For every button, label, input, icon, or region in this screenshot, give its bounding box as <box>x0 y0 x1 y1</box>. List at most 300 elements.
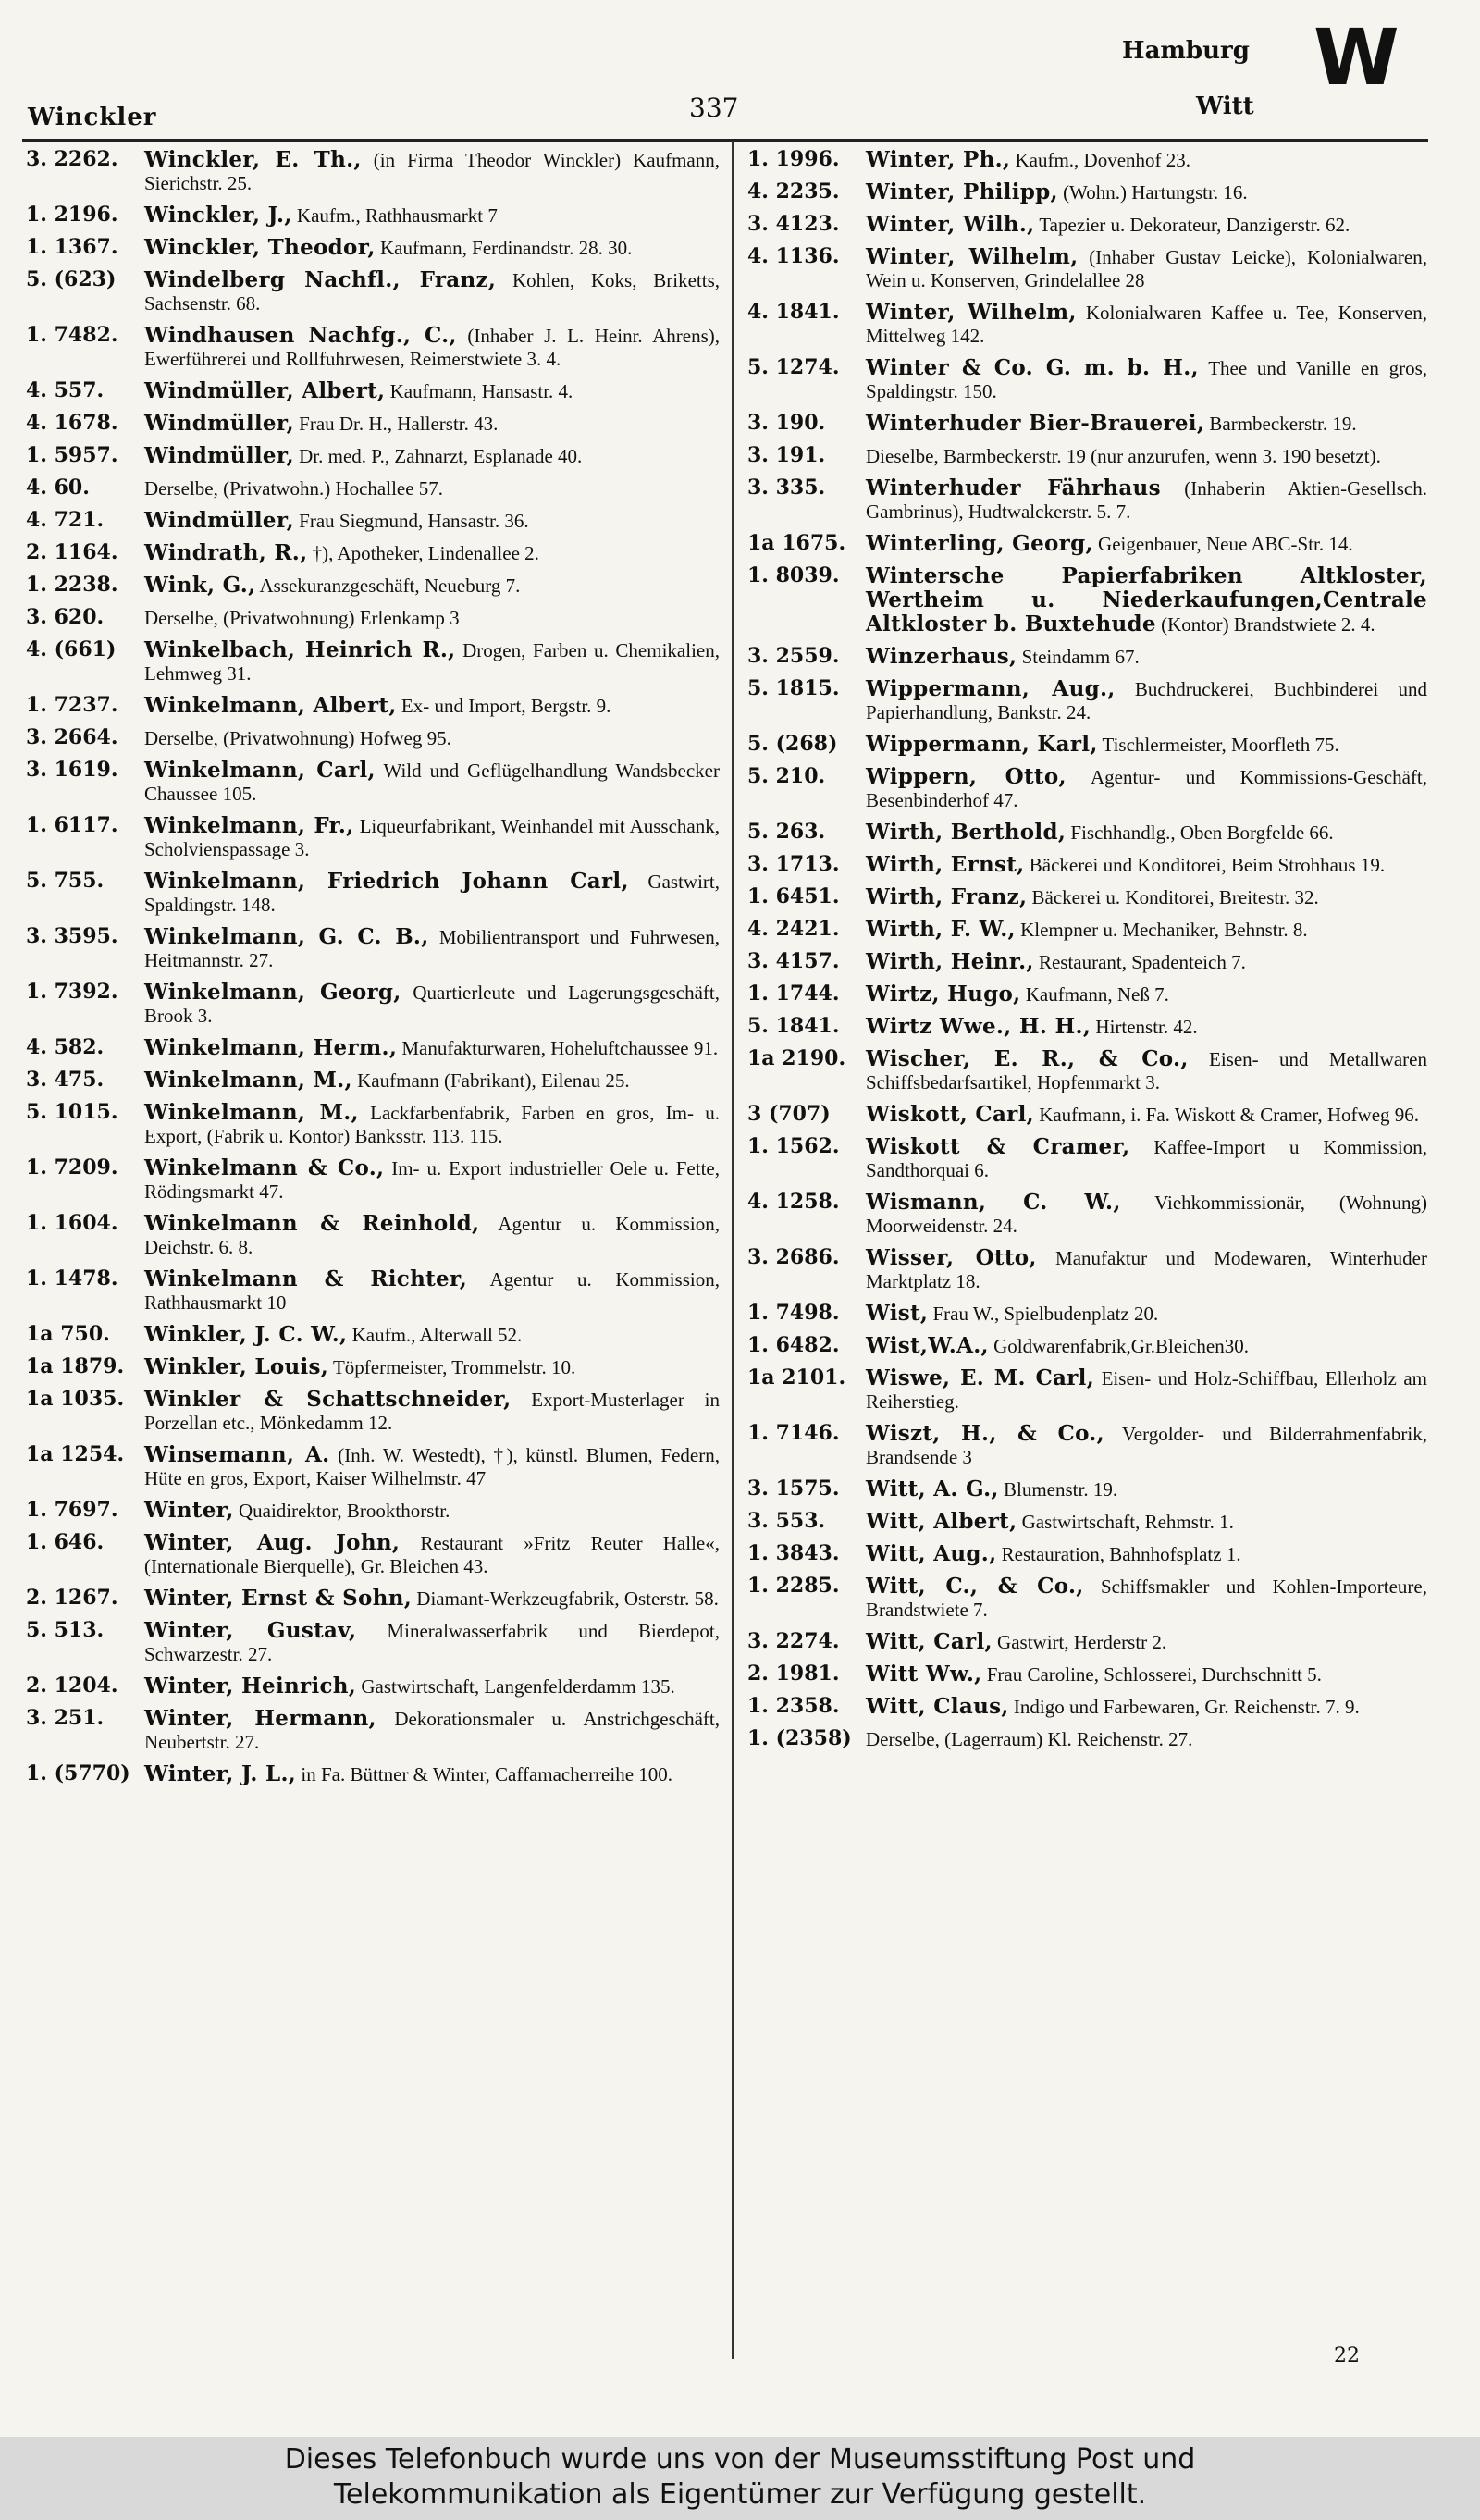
phone-number: 4. 1678. <box>26 411 118 435</box>
subscriber-details: Kaufm., Rathhausmarkt 7 <box>291 204 498 227</box>
entry-text <box>144 981 720 1028</box>
entry-text <box>144 541 720 565</box>
phone-number: 5. 1841. <box>747 1014 840 1038</box>
directory-entry <box>747 1103 1427 1127</box>
subscriber-details: Im- u. Export industrieller Oele u. Fette, Rödingsmarkt 47. <box>144 1157 720 1203</box>
subscriber-details: (Wohn.) Hartungstr. 16. <box>1057 181 1248 204</box>
entry-text <box>144 412 720 436</box>
entry-text <box>866 1366 1427 1414</box>
directory-entry <box>747 765 1427 812</box>
subscriber-details: Restauration, Bahnhofsplatz 1. <box>996 1543 1241 1565</box>
directory-entry <box>747 1575 1427 1622</box>
phone-number: 3. 3595. <box>26 924 118 948</box>
phone-number: 2. 1204. <box>26 1674 118 1698</box>
subscriber-name: Winter, Aug. John, <box>144 1530 401 1555</box>
subscriber-details: (Kontor) Brandstwiete 2. 4. <box>1155 613 1375 636</box>
directory-entry <box>26 981 720 1028</box>
entry-text <box>866 982 1427 1007</box>
subscriber-name: Winter, Wilhelm, <box>866 300 1077 325</box>
subscriber-name: Witt, Aug., <box>866 1541 997 1566</box>
phone-number: 1. 646. <box>26 1530 105 1554</box>
phone-number: 3. 190. <box>747 411 826 435</box>
entry-text <box>866 1135 1427 1182</box>
directory-entry <box>747 853 1427 877</box>
directory-entry <box>26 638 720 686</box>
entry-text <box>866 1510 1427 1534</box>
phone-number: 1. 1478. <box>26 1266 118 1291</box>
entry-text <box>144 870 720 917</box>
subscriber-name: Wischer, E. R., & Co., <box>866 1046 1189 1071</box>
subscriber-name: Windmüller, <box>144 508 294 533</box>
entry-text <box>144 1323 720 1347</box>
entry-text <box>144 379 720 403</box>
subscriber-details: Eisen- und Holz-Schiffbau, Ellerholz am Reiherstieg. <box>866 1367 1427 1413</box>
subscriber-details: Steindamm 67. <box>1017 646 1140 668</box>
entry-text <box>144 606 720 630</box>
directory-entry <box>747 148 1427 172</box>
directory-entry <box>26 509 720 533</box>
phone-number: 1a 2101. <box>747 1365 846 1390</box>
directory-entry <box>747 821 1427 845</box>
entry-text <box>144 148 720 195</box>
phone-number: 4. (661) <box>26 637 117 661</box>
phone-number: 5. 263. <box>747 820 826 844</box>
phone-number: 1. 7146. <box>747 1421 840 1445</box>
directory-entry <box>26 574 720 598</box>
subscriber-name: Windelberg Nachfl., Franz, <box>144 267 497 292</box>
subscriber-name: Windmüller, <box>144 411 294 436</box>
directory-entry <box>747 356 1427 403</box>
phone-number: 5. 210. <box>747 764 826 788</box>
subscriber-name: Winkler & Schattschneider, <box>144 1387 512 1412</box>
subscriber-details: Export-Musterlager in Porzellan etc., Mönkedamm 12. <box>144 1389 720 1434</box>
entry-text <box>144 509 720 533</box>
subscriber-name: Winkelmann & Reinhold, <box>144 1211 480 1236</box>
left-column <box>26 148 720 2359</box>
subscriber-name: Winterhuder Bier-Brauerei, <box>866 411 1205 436</box>
entry-text <box>144 268 720 315</box>
phone-number: 4. 2235. <box>747 179 840 204</box>
entry-text <box>866 1422 1427 1469</box>
entry-text <box>866 564 1427 636</box>
phone-number: 1. 2285. <box>747 1574 840 1598</box>
subscriber-name: Witt, C., & Co., <box>866 1574 1084 1599</box>
directory-entry <box>747 1302 1427 1326</box>
directory-entry <box>26 148 720 195</box>
phone-number: 1. 7392. <box>26 980 118 1004</box>
subscriber-details: Restaurant, Spadenteich 7. <box>1033 951 1246 973</box>
subscriber-name: Wist,W.A., <box>866 1333 989 1358</box>
subscriber-name: Witt, A. G., <box>866 1476 999 1501</box>
entry-text <box>144 1212 720 1259</box>
phone-number: 1. (2358) <box>747 1726 852 1750</box>
phone-number: 1a 1035. <box>26 1387 125 1411</box>
subscriber-details: Kaufmann, Neß 7. <box>1020 983 1169 1006</box>
subscriber-name: Winckler, Theodor, <box>144 235 376 260</box>
header-city: Hamburg <box>1122 37 1250 65</box>
directory-entry <box>747 301 1427 348</box>
entry-text <box>866 645 1427 669</box>
subscriber-details: Barmbeckerstr. 19. <box>1204 413 1357 435</box>
subscriber-name: Winter, J. L., <box>144 1761 297 1786</box>
subscriber-details: Buchdruckerei, Buchbinderei und Papierhandlung, Bankstr. 24. <box>866 678 1427 723</box>
subscriber-name: Winkelmann, G. C. B., <box>144 924 429 949</box>
directory-entry <box>747 645 1427 669</box>
phone-number: 3. 4123. <box>747 212 840 236</box>
phone-number: 3. 620. <box>26 605 105 629</box>
entry-text <box>866 356 1427 403</box>
subscriber-details: Thee und Vanille en gros, Spaldingstr. 150. <box>866 357 1427 402</box>
subscriber-name: Winkelmann, Friedrich Johann Carl, <box>144 869 629 894</box>
directory-entry <box>26 412 720 436</box>
subscriber-details: Drogen, Farben u. Chemikalien, Lehmweg 31. <box>144 639 720 685</box>
entry-text <box>866 1695 1427 1719</box>
subscriber-name: Winter, Wilh., <box>866 212 1035 237</box>
phone-number: 1a 1675. <box>747 531 846 555</box>
phone-number: 1a 2190. <box>747 1046 846 1070</box>
entry-text <box>866 733 1427 757</box>
directory-entry <box>747 1422 1427 1469</box>
entry-text <box>144 574 720 598</box>
entry-text <box>144 1156 720 1204</box>
subscriber-details: Kohlen, Koks, Briketts, Sachsenstr. 68. <box>144 269 720 315</box>
phone-number: 5. (623) <box>26 267 117 291</box>
directory-entry <box>26 1762 720 1786</box>
phone-number: 5. 755. <box>26 869 105 893</box>
phone-number: 4. 1841. <box>747 300 840 324</box>
phone-number: 1. 1996. <box>747 148 840 171</box>
subscriber-name: Winkelmann, Fr., <box>144 813 354 838</box>
subscriber-name: Winkelmann & Richter, <box>144 1266 468 1291</box>
directory-entry <box>26 1267 720 1315</box>
subscriber-details: Kaufm., Dovenhof 23. <box>1010 149 1191 171</box>
subscriber-name: Wintersche Papierfabriken Altkloster, Wertheim u. Niederkaufungen,Centrale Altkloster b. Buxtehude <box>866 563 1427 636</box>
subscriber-details: Agentur u. Kommission, Deichstr. 6. 8. <box>144 1213 720 1258</box>
directory-entry <box>26 1355 720 1379</box>
subscriber-name: Wisser, Otto, <box>866 1245 1037 1270</box>
entry-text <box>866 1047 1427 1094</box>
phone-number: 1. (5770) <box>26 1761 130 1785</box>
entry-text <box>866 532 1427 556</box>
subscriber-name: Wirth, Ernst, <box>866 852 1025 877</box>
phone-number: 1. 1744. <box>747 982 840 1006</box>
directory-entry <box>747 1135 1427 1182</box>
directory-entry <box>26 1156 720 1204</box>
subscriber-details: (Inhaber J. L. Heinr. Ahrens), Ewerführerei und Rollfuhrwesen, Reimerstwiete 3. 4. <box>144 325 720 370</box>
phone-number: 1. 1604. <box>26 1211 118 1235</box>
phone-number: 5. 513. <box>26 1618 105 1642</box>
phone-number: 3. 2559. <box>747 644 840 668</box>
entry-text <box>144 1355 720 1379</box>
phone-number: 3. 2686. <box>747 1245 840 1269</box>
subscriber-name: Wiszt, H., & Co., <box>866 1421 1104 1446</box>
directory-entry <box>26 1531 720 1578</box>
subscriber-details: (Inhaber Gustav Leicke), Kolonialwaren, Wein u. Konserven, Grindelallee 28 <box>866 246 1427 291</box>
directory-entry <box>26 726 720 750</box>
subscriber-details: Derselbe, (Lagerraum) Kl. Reichenstr. 27. <box>866 1728 1193 1750</box>
subscriber-name: Winter, Ernst & Sohn, <box>144 1586 413 1611</box>
phone-number: 4. 557. <box>26 378 105 402</box>
directory-entry <box>26 814 720 861</box>
subscriber-name: Wippermann, Karl, <box>866 732 1098 757</box>
entry-text <box>866 1662 1427 1686</box>
entry-text <box>866 412 1427 436</box>
phone-number: 1. 7209. <box>26 1155 118 1180</box>
subscriber-name: Wiskott, Carl, <box>866 1102 1034 1127</box>
directory-entry <box>26 324 720 371</box>
directory-entry <box>747 412 1427 436</box>
phone-number: 1a 1879. <box>26 1354 125 1378</box>
directory-entry <box>26 1707 720 1754</box>
subscriber-details: Dieselbe, Barmbeckerstr. 19 (nur anzurufen, wenn 3. 190 besetzt). <box>866 445 1381 467</box>
phone-number: 1. 3843. <box>747 1541 840 1565</box>
subscriber-details: Assekuranzgeschäft, Neueburg 7. <box>255 574 521 597</box>
directory-entry <box>747 1191 1427 1238</box>
phone-number: 5. 1274. <box>747 355 840 379</box>
subscriber-name: Winkelmann, Georg, <box>144 980 401 1005</box>
directory-entry <box>747 564 1427 636</box>
directory-entry <box>26 1069 720 1093</box>
phone-number: 3. 335. <box>747 476 826 500</box>
subscriber-details: Derselbe, (Privatwohn.) Hochallee 57. <box>144 477 444 500</box>
directory-entry <box>747 532 1427 556</box>
directory-entry <box>26 870 720 917</box>
subscriber-details: (in Firma Theodor Winckler) Kaufmann, Sierichstr. 25. <box>144 149 720 194</box>
subscriber-name: Winsemann, A. <box>144 1442 330 1467</box>
subscriber-details: Frau Caroline, Schlosserei, Durchschnitt 5. <box>981 1663 1322 1686</box>
directory-entry <box>747 1695 1427 1719</box>
subscriber-details: †), Apotheker, Lindenallee 2. <box>307 542 539 564</box>
phone-number: 3. 4157. <box>747 949 840 973</box>
phone-number: 4. 2421. <box>747 917 840 941</box>
entry-text <box>866 1477 1427 1501</box>
directory-entry <box>26 606 720 630</box>
subscriber-name: Winkelmann, Herm., <box>144 1035 398 1060</box>
phone-number: 4. 721. <box>26 508 105 532</box>
phone-number: 1. 7482. <box>26 323 118 347</box>
directory-entry <box>747 1047 1427 1094</box>
subscriber-name: Wink, G., <box>144 573 256 598</box>
subscriber-name: Wirth, Berthold, <box>866 820 1067 845</box>
entry-text <box>144 925 720 972</box>
directory-entry <box>26 1499 720 1523</box>
entry-text <box>144 814 720 861</box>
subscriber-name: Winzerhaus, <box>866 644 1018 669</box>
subscriber-name: Wirth, Franz, <box>866 884 1028 909</box>
subscriber-name: Wirtz, Hugo, <box>866 982 1021 1007</box>
entry-text <box>144 204 720 228</box>
phone-number: 3. 191. <box>747 443 826 467</box>
phone-number: 3. 251. <box>26 1706 105 1730</box>
entry-text <box>866 853 1427 877</box>
entry-text <box>866 444 1427 468</box>
subscriber-name: Winter, <box>144 1498 234 1523</box>
directory-entry <box>747 1630 1427 1654</box>
subscriber-name: Winkelmann, M., <box>144 1100 359 1125</box>
phone-number: 1a 750. <box>26 1322 110 1346</box>
entry-text <box>866 1334 1427 1358</box>
phone-number: 1. 6451. <box>747 884 840 908</box>
subscriber-name: Wirtz Wwe., H. H., <box>866 1014 1092 1039</box>
directory-entry <box>26 1388 720 1435</box>
subscriber-details: Manufaktur und Modewaren, Winterhuder Marktplatz 18. <box>866 1247 1427 1292</box>
directory-entry <box>747 1662 1427 1686</box>
subscriber-details: Lackfarbenfabrik, Farben en gros, Im- u. Export, (Fabrik u. Kontor) Banksstr. 113. 115. <box>144 1102 720 1147</box>
subscriber-name: Wiswe, E. M. Carl, <box>866 1365 1095 1390</box>
phone-number: 3 (707) <box>747 1102 831 1126</box>
entry-text <box>866 1015 1427 1039</box>
footer-line-1: Dieses Telefonbuch wurde uns von der Museumsstiftung Post und <box>284 2443 1196 2476</box>
directory-entry <box>747 885 1427 909</box>
subscriber-details: Diamant-Werkzeugfabrik, Osterstr. 58. <box>412 1587 719 1610</box>
entry-text <box>866 301 1427 348</box>
entry-text <box>866 213 1427 237</box>
subscriber-details: Derselbe, (Privatwohnung) Erlenkamp 3 <box>144 607 460 629</box>
entry-text <box>866 180 1427 204</box>
subscriber-name: Witt, Carl, <box>866 1629 993 1654</box>
phone-number: 1a 1254. <box>26 1442 125 1466</box>
subscriber-details: Fischhandlg., Oben Borgfelde 66. <box>1066 821 1334 844</box>
entry-text <box>866 1575 1427 1622</box>
entry-text <box>866 1191 1427 1238</box>
phone-number: 1. 2358. <box>747 1694 840 1718</box>
entry-text <box>144 1707 720 1754</box>
entry-text <box>144 1531 720 1578</box>
directory-entry <box>747 1334 1427 1358</box>
directory-entry <box>747 245 1427 292</box>
subscriber-details: Indigo und Farbewaren, Gr. Reichenstr. 7. 9. <box>1008 1696 1360 1718</box>
subscriber-name: Winckler, J., <box>144 203 292 228</box>
subscriber-name: Winkelmann, Albert, <box>144 693 397 718</box>
subscriber-details: Agentur u. Kommission, Rathhausmarkt 10 <box>144 1268 720 1314</box>
subscriber-name: Winter, Wilhelm, <box>866 244 1079 269</box>
subscriber-details: Eisen- und Metallwaren Schiffsbedarfsartikel, Hopfenmarkt 3. <box>866 1048 1427 1093</box>
entry-text <box>144 236 720 260</box>
entry-text <box>144 1388 720 1435</box>
directory-entry <box>26 694 720 718</box>
entry-text <box>144 1267 720 1315</box>
directory-entry <box>747 213 1427 237</box>
entry-text <box>866 677 1427 724</box>
subscriber-name: Windmüller, Albert, <box>144 378 386 403</box>
phone-number: 3. 1713. <box>747 852 840 876</box>
subscriber-details: Kaufmann, Ferdinandstr. 28. 30. <box>375 237 633 259</box>
entry-text <box>866 1542 1427 1566</box>
subscriber-details: Kaufmann, Hansastr. 4. <box>385 380 574 402</box>
phone-number: 3. 1619. <box>26 758 118 782</box>
entry-text <box>866 148 1427 172</box>
subscriber-name: Wist, <box>866 1301 929 1326</box>
directory-entry <box>747 476 1427 524</box>
subscriber-details: Bäckerei und Konditorei, Beim Strohhaus 19. <box>1024 854 1386 876</box>
directory-entry <box>26 1674 720 1699</box>
header-left-keyword: Winckler <box>28 104 157 131</box>
entry-text <box>866 1302 1427 1326</box>
entry-text <box>144 1587 720 1611</box>
entry-text <box>866 821 1427 845</box>
subscriber-details: Klempner u. Mechaniker, Behnstr. 8. <box>1015 919 1308 941</box>
directory-entry <box>747 950 1427 974</box>
subscriber-name: Windhausen Nachfg., C., <box>144 323 457 348</box>
entry-text <box>144 1036 720 1060</box>
subscriber-name: Winkelmann & Co., <box>144 1155 385 1180</box>
directory-entry <box>26 1323 720 1347</box>
subscriber-name: Winter, Philipp, <box>866 179 1058 204</box>
phone-number: 1. 1562. <box>747 1134 840 1158</box>
subscriber-details: Hirtenstr. 42. <box>1091 1016 1198 1038</box>
directory-entry <box>26 236 720 260</box>
subscriber-details: Vergolder- und Bilderrahmenfabrik, Brandsende 3 <box>866 1423 1427 1468</box>
phone-number: 5. (268) <box>747 732 838 756</box>
phone-number: 3. 2262. <box>26 148 118 171</box>
subscriber-name: Wirth, Heinr., <box>866 949 1034 974</box>
sheet-number: 22 <box>1334 2344 1360 2367</box>
footer-line-2: Telekommunikation als Eigentümer zur Verfügung gestellt. <box>333 2478 1147 2511</box>
subscriber-details: Geigenbauer, Neue ABC-Str. 14. <box>1092 533 1353 555</box>
page-number: 337 <box>689 93 739 123</box>
phone-number: 5. 1815. <box>747 676 840 700</box>
subscriber-details: Gastwirt, Spaldingstr. 148. <box>144 871 720 916</box>
subscriber-name: Winkelbach, Heinrich R., <box>144 637 456 662</box>
subscriber-details: Goldwarenfabrik,Gr.Bleichen30. <box>988 1335 1249 1357</box>
entry-text <box>144 1069 720 1093</box>
phone-number: 4. 582. <box>26 1035 105 1059</box>
subscriber-details: Viehkommissionär, (Wohnung) Moorweidenstr. 24. <box>866 1192 1427 1237</box>
directory-entry <box>26 268 720 315</box>
subscriber-details: Mineralwasserfabrik und Bierdepot, Schwarzestr. 27. <box>144 1620 720 1665</box>
subscriber-name: Witt Ww., <box>866 1661 982 1686</box>
entry-text <box>866 1103 1427 1127</box>
directory-entry <box>747 982 1427 1007</box>
subscriber-details: Dr. med. P., Zahnarzt, Esplanade 40. <box>293 445 583 467</box>
directory-entry <box>747 1727 1427 1751</box>
entry-text <box>144 1499 720 1523</box>
entry-text <box>144 1443 720 1490</box>
phone-number: 3. 2274. <box>747 1629 840 1653</box>
subscriber-name: Winkler, J. C. W., <box>144 1322 348 1347</box>
phone-number: 1. 7697. <box>26 1498 118 1522</box>
directory-entry <box>747 733 1427 757</box>
entry-text <box>144 1674 720 1699</box>
directory-entry <box>26 444 720 468</box>
subscriber-details: (Inhaberin Aktien-Gesellsch. Gambrinus), Hudtwalckerstr. 5. 7. <box>866 477 1427 523</box>
entry-text <box>144 694 720 718</box>
subscriber-name: Winterling, Georg, <box>866 531 1093 556</box>
subscriber-details: Restaurant »Fritz Reuter Halle«, (Internationale Bierquelle), Gr. Bleichen 43. <box>144 1532 720 1577</box>
subscriber-details: Ex- und Import, Bergstr. 9. <box>396 695 611 717</box>
directory-entry <box>747 918 1427 942</box>
entry-text <box>866 1246 1427 1293</box>
directory-entry <box>747 1542 1427 1566</box>
directory-entry <box>26 204 720 228</box>
entry-text <box>866 476 1427 524</box>
subscriber-name: Witt, Albert, <box>866 1509 1018 1534</box>
subscriber-details: Gastwirtschaft, Langenfelderdamm 135. <box>356 1675 675 1698</box>
subscriber-details: Kaffee-Import u Kommission, Sandthorquai 6. <box>866 1136 1427 1181</box>
subscriber-name: Wirth, F. W., <box>866 917 1016 942</box>
directory-entry <box>747 677 1427 724</box>
directory-entry <box>26 1101 720 1148</box>
subscriber-name: Winter, Hermann, <box>144 1706 376 1731</box>
directory-entry <box>26 476 720 500</box>
directory-entry <box>26 379 720 403</box>
entry-text <box>866 1727 1427 1751</box>
subscriber-details: Kolonialwaren Kaffee u. Tee, Konserven, Mittelweg 142. <box>866 302 1427 347</box>
entry-text <box>866 765 1427 812</box>
phone-number: 2. 1981. <box>747 1661 840 1686</box>
directory-entry <box>26 1619 720 1666</box>
subscriber-details: Frau Dr. H., Hallerstr. 43. <box>293 413 499 435</box>
